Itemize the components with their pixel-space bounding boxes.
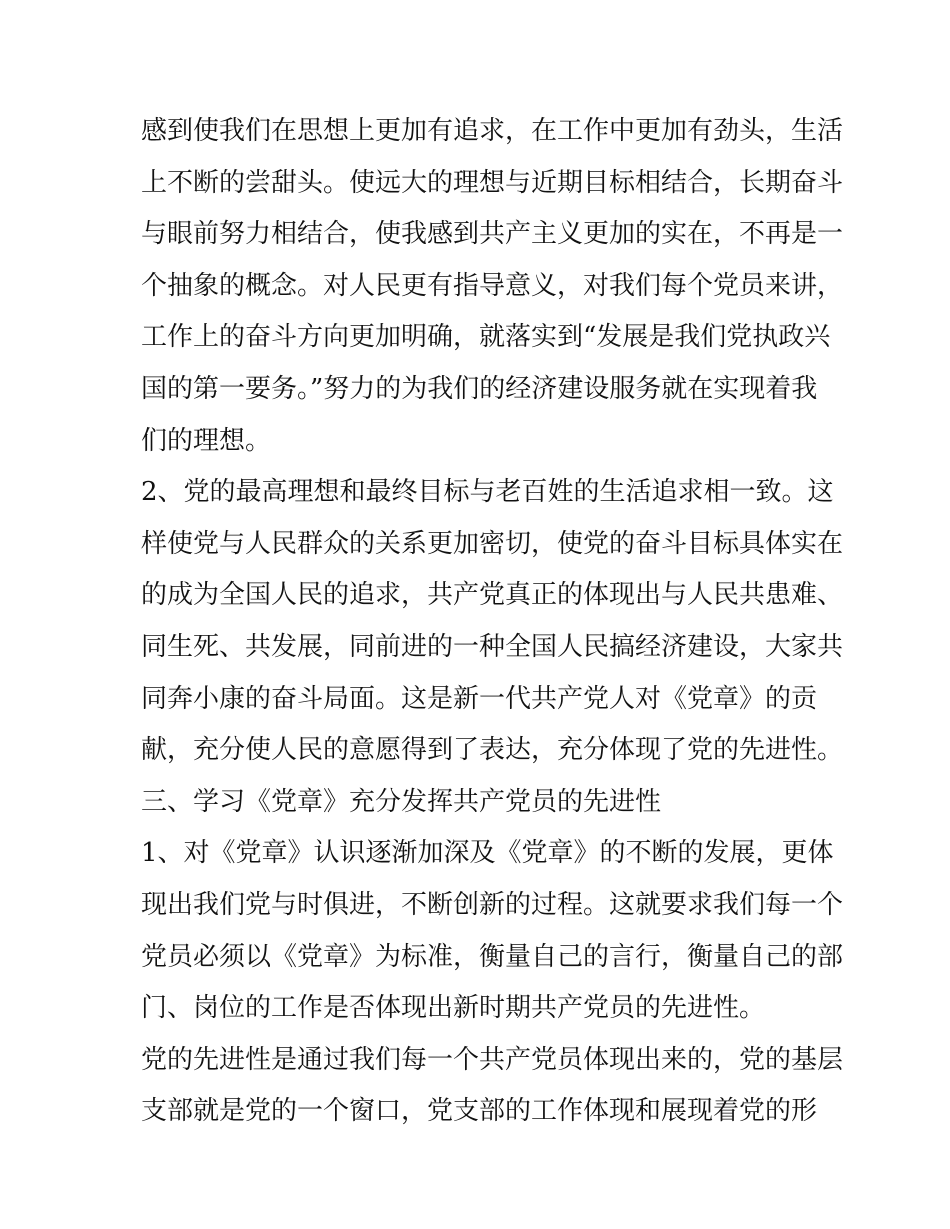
text-line: 现出我们党与时俱进，不断创新的过程。这就要求我们每一个 bbox=[141, 889, 844, 920]
text-line: 门、岗位的工作是否体现出新时期共产党员的先进性。 bbox=[141, 993, 766, 1024]
text-line: 同生死、共发展，同前进的一种全国人民搞经济建设，大家共 bbox=[141, 631, 844, 662]
text-line: 党员必须以《党章》为标准，衡量自己的言行，衡量自己的部 bbox=[141, 941, 844, 972]
text-line: 个抽象的概念。对人民更有指导意义，对我们每个党员来讲， bbox=[141, 270, 844, 301]
text-line: 样使党与人民群众的关系更加密切，使党的奋斗目标具体实在 bbox=[141, 528, 844, 559]
text-line: 上不断的尝甜头。使远大的理想与近期目标相结合，长期奋斗 bbox=[141, 167, 844, 198]
text-line: 国的第一要务。”努力的为我们的经济建设服务就在实现着我 bbox=[141, 373, 818, 404]
section-heading: 三、学习《党章》充分发挥共产党员的先进性 bbox=[141, 786, 662, 817]
text-line: 党的先进性是通过我们每一个共产党员体现出来的，党的基层 bbox=[141, 1044, 844, 1075]
body-text bbox=[141, 106, 844, 1138]
text-line: 的成为全国人民的追求，共产党真正的体现出与人民共患难、 bbox=[141, 580, 844, 611]
text-line: 献，充分使人民的意愿得到了表达，充分体现了党的先进性。 bbox=[141, 735, 844, 766]
text-line: 支部就是党的一个窗口，党支部的工作体现和展现着党的形 bbox=[141, 1096, 818, 1127]
text-line: 工作上的奋斗方向更加明确，就落实到“发展是我们党执政兴 bbox=[141, 322, 831, 353]
text-line: 同奔小康的奋斗局面。这是新一代共产党人对《党章》的贡 bbox=[141, 683, 818, 714]
text-line: 们的理想。 bbox=[141, 425, 272, 456]
text-line: 2、党的最高理想和最终目标与老百姓的生活追求相一致。这 bbox=[141, 477, 834, 508]
text-line: 1、对《党章》认识逐渐加深及《党章》的不断的发展，更体 bbox=[141, 838, 834, 869]
text-line: 与眼前努力相结合，使我感到共产主义更加的实在，不再是一 bbox=[141, 219, 844, 250]
text-line: 感到使我们在思想上更加有追求，在工作中更加有劲头，生活 bbox=[141, 116, 844, 146]
